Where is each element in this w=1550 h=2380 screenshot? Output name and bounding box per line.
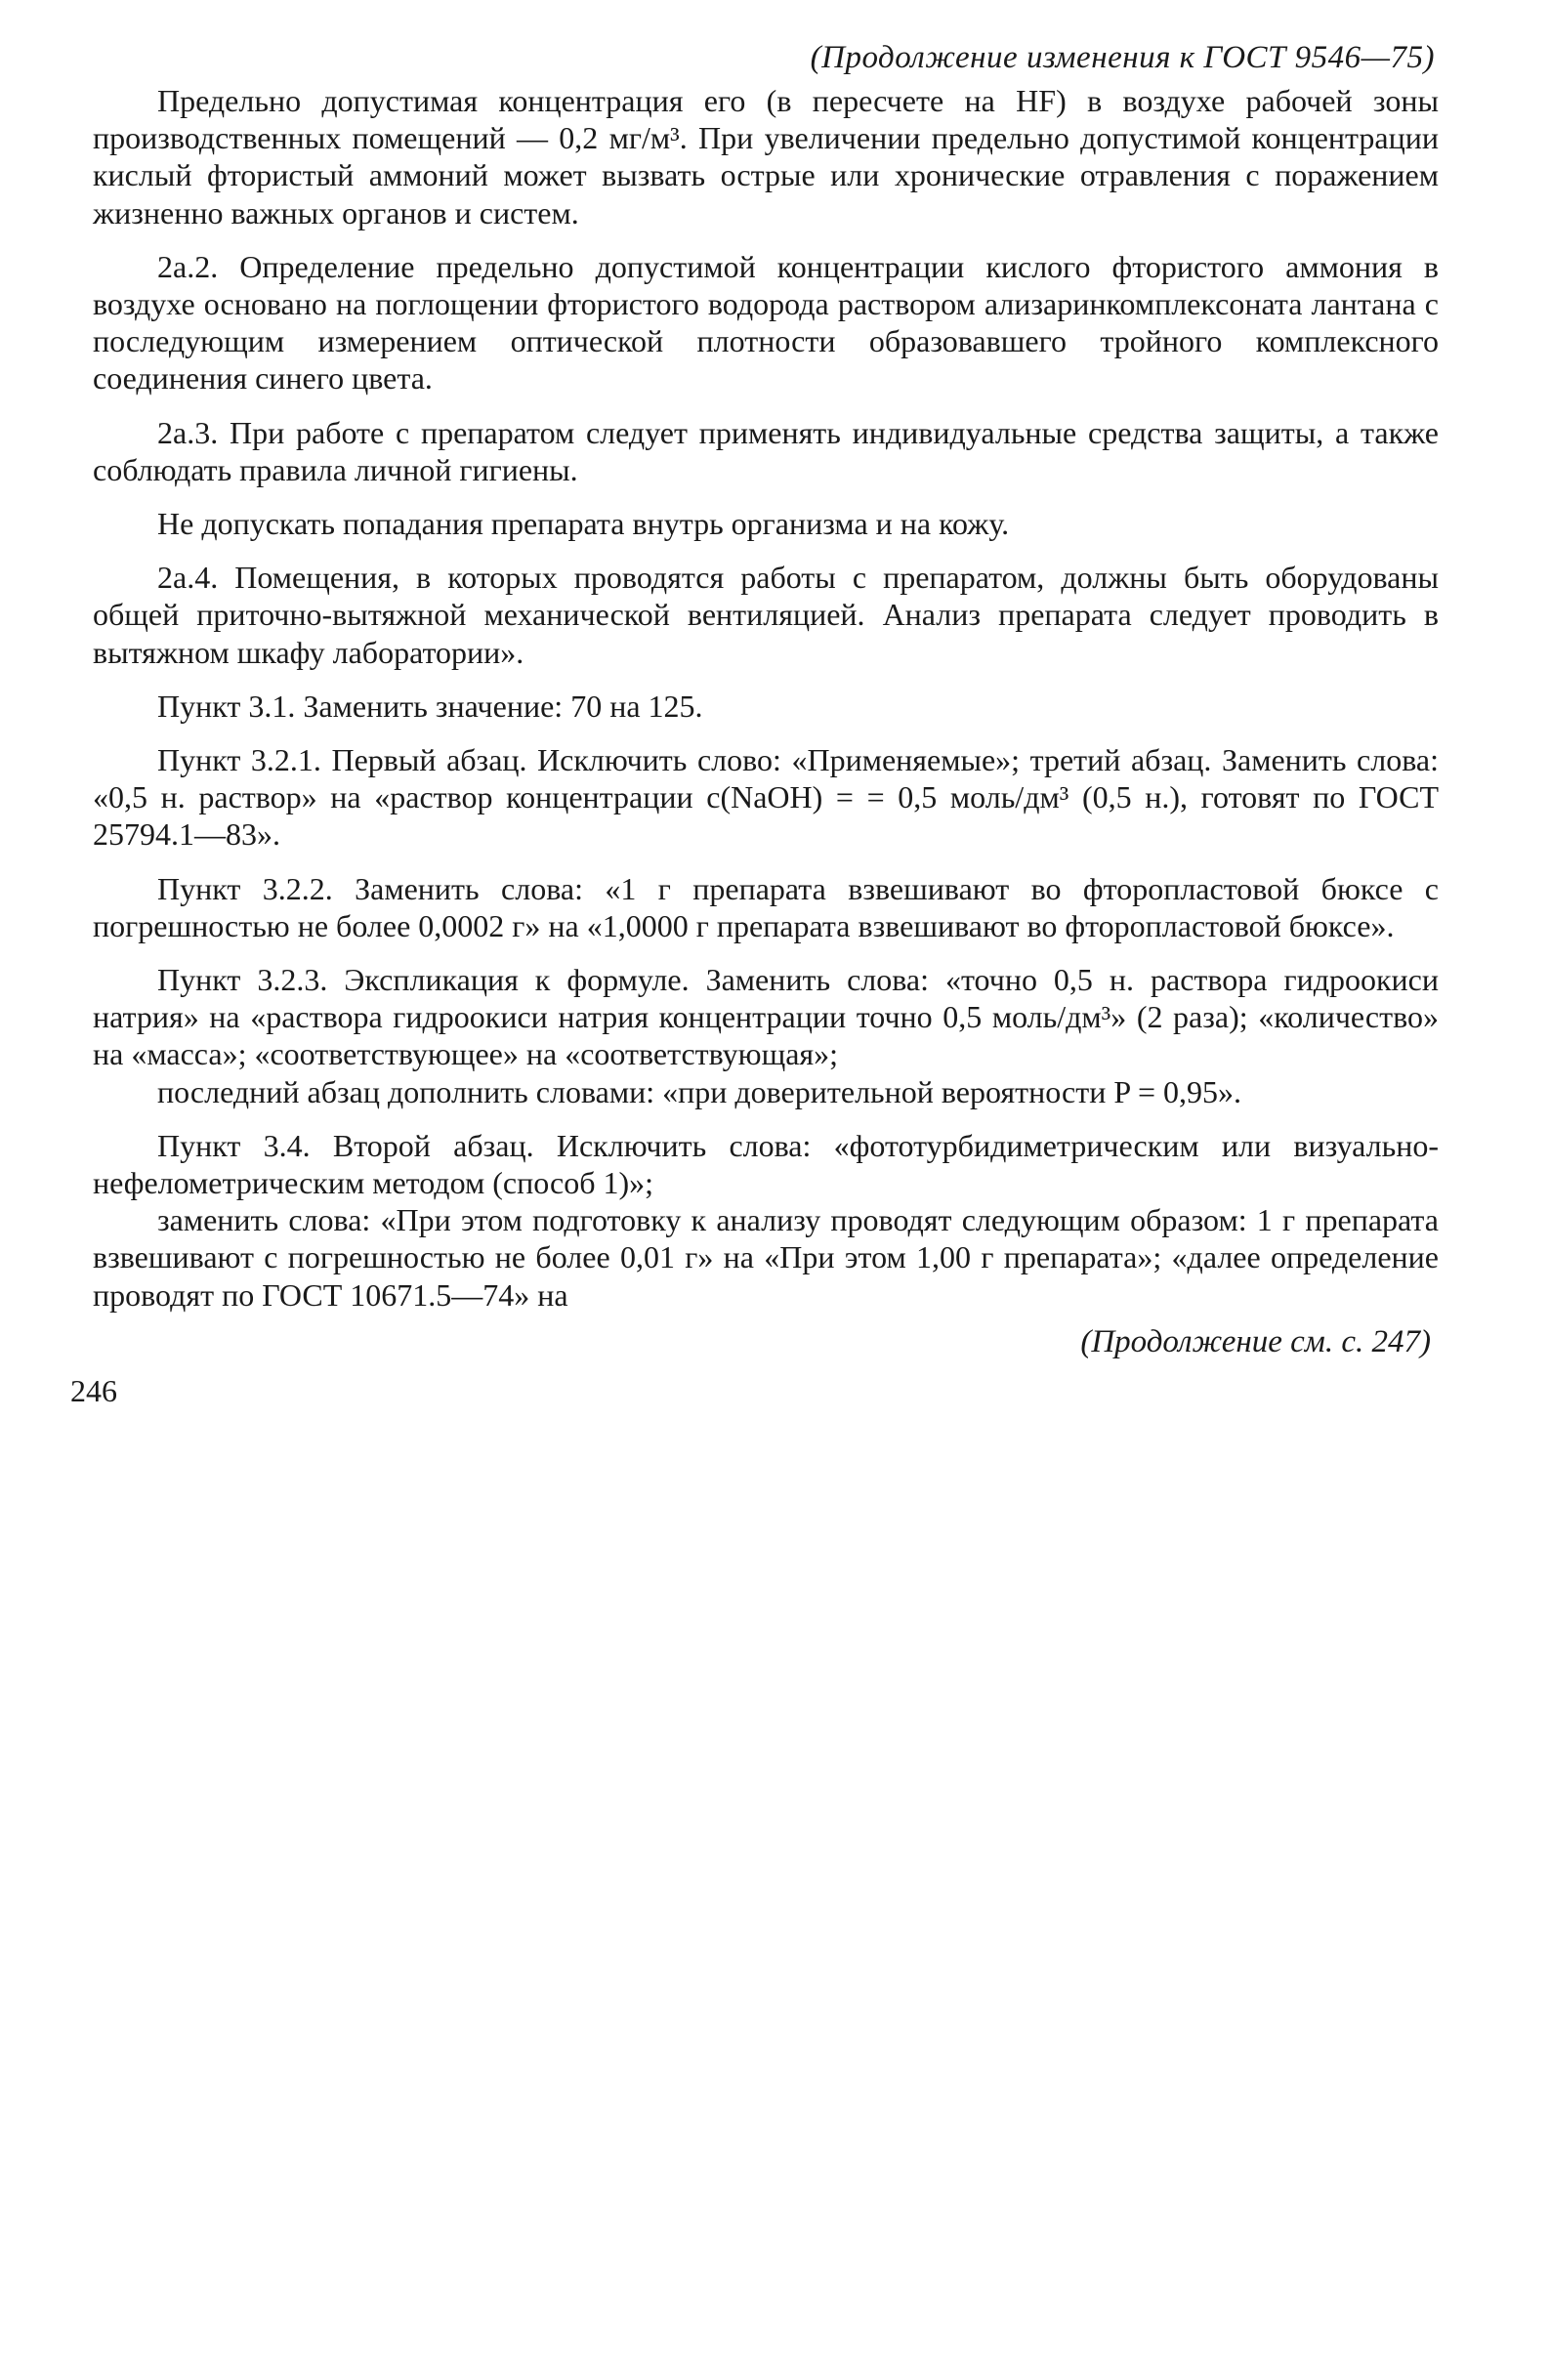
paragraph-2a3: 2а.3. При работе с препаратом следует применять индивидуальные средства защиты, а также соблюдать правила личной гигиены. [93,414,1439,487]
paragraph-2a4: 2а.4. Помещения, в которых проводятся работы с препаратом, должны быть оборудованы общей приточно-вытяжной механической вентиляцией. Анализ препарата следует проводить в вытяжном шкафу лаборатории». [93,560,1439,670]
paragraph-item-3-2-3: Пункт 3.2.3. Экспликация к формуле. Заменить слова: «точно 0,5 н. раствора гидроокиси натрия» на «раствора гидроокиси натрия концентрации точно 0,5 моль/дм³» (2 раза); «количество» на «масса»; «соответствующее» на «соответствующая»; [93,962,1439,1072]
paragraph-replace-words: заменить слова: «При этом подготовку к анализу проводят следующим образом: 1 г препарата взвешивают с погрешностью не более 0,01 г» на «При этом 1,00 г препарата»; «далее определение проводят по ГОСТ 10671.5—74» на [93,1202,1439,1313]
running-header: (Продолжение изменения к ГОСТ 9546—75) [810,40,1435,75]
paragraph-skin-contact: Не допускать попадания препарата внутрь организма и на кожу. [157,506,1010,542]
page-number: 246 [70,1373,117,1408]
paragraph-item-3-1: Пункт 3.1. Заменить значение: 70 на 125. [157,688,703,724]
paragraph-item-3-2-2: Пункт 3.2.2. Заменить слова: «1 г препарата взвешивают во фторопластовой бюксе с погрешностью не более 0,0002 г» на «1,0000 г препарата взвешивают во фторопластовой бюксе». [93,870,1439,943]
paragraph-2a2: 2а.2. Определение предельно допустимой концентрации кислого фтористого аммония в воздухе основано на поглощении фтористого водорода раствором ализаринкомплексоната лантана с последующим измерением оптической плотности образовавшего тройного комплексного соединения синего цвета. [93,248,1439,397]
document-page [93,37,1439,1362]
paragraph-last-abzac: последний абзац дополнить словами: «при доверительной вероятности P = 0,95». [157,1073,1241,1109]
paragraph-item-3-4: Пункт 3.4. Второй абзац. Исключить слова: «фототурбидиметрическим или визуально-нефелометрическим методом (способ 1)»; [93,1127,1439,1201]
continuation-note: (Продолжение см. с. 247) [1080,1323,1431,1359]
paragraph-item-3-2-1: Пункт 3.2.1. Первый абзац. Исключить слово: «Применяемые»; третий абзац. Заменить слова: «0,5 н. раствор» на «раствор концентрации c(NaOH) = = 0,5 моль/дм³ (0,5 н.), готовят по ГОСТ 25794.1—83». [93,742,1439,853]
paragraph-mac-concentration: Предельно допустимая концентрация его (в пересчете на HF) в воздухе рабочей зоны производственных помещений — 0,2 мг/м³. При увеличении предельно допустимой концентрации кислый фтористый аммоний может вызвать острые или хронические отравления с поражением жизненно важных органов и систем. [93,83,1439,230]
